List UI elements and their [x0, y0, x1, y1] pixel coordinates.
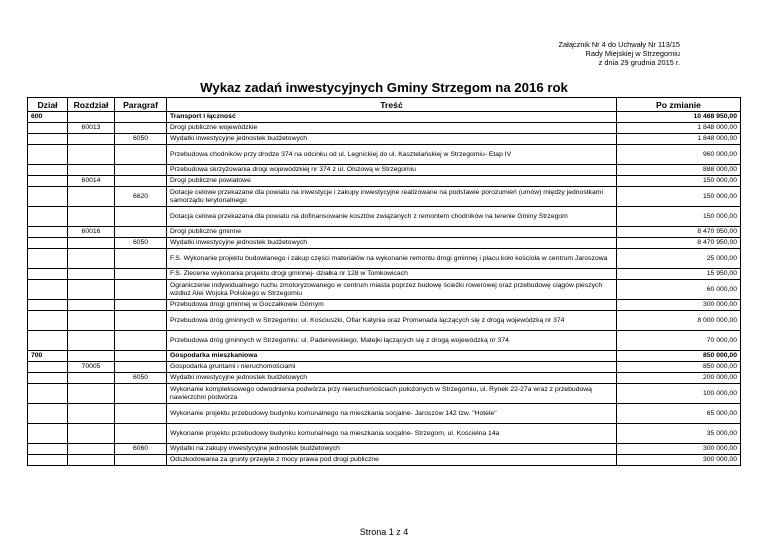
cell-amount: 8 000 000,00 — [617, 311, 741, 331]
cell-dzial — [28, 207, 68, 227]
cell-dzial — [28, 227, 68, 238]
cell-dzial: 700 — [28, 351, 68, 362]
cell-tresc: Dotacja celowa przekazana dla powiatu na dofinansowanie kosztów związanych z remontem chodników na terenie Gminy Strzegom — [167, 207, 617, 227]
table-row — [28, 373, 741, 384]
cell-tresc: Wykonanie kompleksowego odwodnienia podwórza przy nieruchomościach położonych w Strzegomiu, ul. Rynek 22-27a wraz z przebudową nawierzchni podwórza — [167, 384, 617, 404]
resolution-note — [559, 40, 680, 67]
cell-dzial — [28, 300, 68, 311]
cell-tresc: Gospodarka mieszkaniowa — [167, 351, 617, 362]
cell-paragraf — [115, 280, 167, 300]
cell-tresc: Wydatki inwestycyjne jednostek budżetowych — [167, 373, 617, 384]
cell-tresc: Dotacje celowe przekazane dla powiatu na inwestycje i zakupy inwestycyjne realizowane na podstawie porozumień (umów) między jednostkami samorządu terytorialnego — [167, 187, 617, 207]
table-row — [28, 280, 741, 300]
cell-paragraf — [115, 351, 167, 362]
cell-dzial — [28, 134, 68, 145]
cell-tresc: Przebudowa skrzyżowania drogi wojewódzkiej nr 374 z ul. Olszową w Strzegomiu — [167, 165, 617, 176]
cell-paragraf — [115, 269, 167, 280]
cell-dzial — [28, 123, 68, 134]
cell-rozdzial: 60013 — [68, 123, 115, 134]
cell-dzial — [28, 176, 68, 187]
cell-paragraf: 6620 — [115, 187, 167, 207]
cell-tresc: Wykonanie projektu przebudowy budynku komunalnego na mieszkania socjalne- Jaroszów 142 tzw. "Hotele" — [167, 404, 617, 424]
cell-amount: 960 000,00 — [617, 145, 741, 165]
cell-rozdzial — [68, 280, 115, 300]
table-row — [28, 249, 741, 269]
cell-amount: 150 000,00 — [617, 187, 741, 207]
table-row — [28, 227, 741, 238]
cell-paragraf — [115, 362, 167, 373]
table-header-row — [28, 98, 741, 112]
cell-paragraf — [115, 249, 167, 269]
col-header-rozdzial: Rozdział — [68, 98, 115, 112]
table-row — [28, 455, 741, 466]
cell-paragraf — [115, 227, 167, 238]
cell-amount: 850 000,00 — [617, 351, 741, 362]
cell-paragraf — [115, 165, 167, 176]
cell-amount: 150 000,00 — [617, 207, 741, 227]
table-row — [28, 134, 741, 145]
cell-tresc: Transport i łączność — [167, 112, 617, 123]
cell-dzial — [28, 362, 68, 373]
cell-dzial — [28, 384, 68, 404]
cell-dzial — [28, 238, 68, 249]
cell-tresc: Wydatki inwestycyjne jednostek budżetowych — [167, 134, 617, 145]
cell-dzial — [28, 145, 68, 165]
resolution-note-line3: z dnia 29 grudnia 2015 r. — [598, 58, 680, 67]
cell-paragraf — [115, 176, 167, 187]
cell-rozdzial — [68, 404, 115, 424]
cell-tresc: Gospodarka gruntami i nieruchomościami — [167, 362, 617, 373]
table-row — [28, 238, 741, 249]
cell-paragraf: 6050 — [115, 238, 167, 249]
table-row — [28, 404, 741, 424]
cell-dzial — [28, 269, 68, 280]
table-row — [28, 165, 741, 176]
cell-paragraf: 6050 — [115, 373, 167, 384]
cell-dzial — [28, 404, 68, 424]
cell-tresc: F.S. Wykonanie projektu budowlanego i zakup części materiałów na wykonanie remontu drogi gminnej i placu koło kościoła w centrum Jaroszowa — [167, 249, 617, 269]
cell-amount: 150 000,00 — [617, 176, 741, 187]
table-row — [28, 123, 741, 134]
cell-paragraf — [115, 455, 167, 466]
cell-paragraf — [115, 207, 167, 227]
cell-dzial — [28, 444, 68, 455]
cell-dzial — [28, 373, 68, 384]
cell-tresc: Drogi publiczne powiatowe — [167, 176, 617, 187]
cell-rozdzial — [68, 444, 115, 455]
cell-rozdzial — [68, 455, 115, 466]
cell-amount: 25 000,00 — [617, 249, 741, 269]
table-row — [28, 187, 741, 207]
cell-tresc: Drogi publiczne gminne — [167, 227, 617, 238]
cell-dzial: 600 — [28, 112, 68, 123]
cell-dzial — [28, 311, 68, 331]
col-header-dzial: Dział — [28, 98, 68, 112]
cell-amount: 888 000,00 — [617, 165, 741, 176]
col-header-po-zmianie: Po zmianie — [617, 98, 741, 112]
cell-paragraf — [115, 424, 167, 444]
table-row — [28, 424, 741, 444]
table-row — [28, 362, 741, 373]
cell-amount: 10 468 950,00 — [617, 112, 741, 123]
cell-dzial — [28, 187, 68, 207]
cell-rozdzial — [68, 165, 115, 176]
cell-tresc: Drogi publiczne wojewódzkie — [167, 123, 617, 134]
cell-tresc: Przebudowa drogi gminnej w Goczałkowie Górnym — [167, 300, 617, 311]
cell-tresc: Wydatki na zakupy inwestycyjne jednostek budżetowych — [167, 444, 617, 455]
cell-rozdzial — [68, 145, 115, 165]
cell-tresc: Przebudowa chodników przy drodze 374 na odcinku od ul. Legnickiej do ul. Kasztelańskiej w Strzegomiu- Etap IV — [167, 145, 617, 165]
cell-amount: 35 000,00 — [617, 424, 741, 444]
cell-rozdzial — [68, 300, 115, 311]
cell-amount: 300 000,00 — [617, 300, 741, 311]
cell-amount: 1 848 000,00 — [617, 123, 741, 134]
cell-dzial — [28, 331, 68, 351]
cell-dzial — [28, 280, 68, 300]
cell-amount: 65 000,00 — [617, 404, 741, 424]
cell-rozdzial — [68, 207, 115, 227]
cell-dzial — [28, 165, 68, 176]
cell-tresc: F.S. Zlecenie wykonania projektu drogi gminnej- działka nr 128 w Tomkowicach — [167, 269, 617, 280]
cell-tresc: Ograniczenie indywidualnego ruchu zmotoryzowanego w centrum miasta poprzez budowę ścieżki rowerowej oraz przebudowę ciągów pieszych wzdłuż Alei Wojska Polskiego w Strzegomiu — [167, 280, 617, 300]
cell-rozdzial — [68, 373, 115, 384]
cell-dzial — [28, 424, 68, 444]
cell-paragraf — [115, 384, 167, 404]
cell-rozdzial — [68, 187, 115, 207]
cell-paragraf — [115, 331, 167, 351]
cell-rozdzial: 60014 — [68, 176, 115, 187]
resolution-note-line1: Załącznik Nr 4 do Uchwały Nr 113/15 — [558, 40, 680, 49]
cell-dzial — [28, 455, 68, 466]
investment-table — [27, 97, 741, 466]
cell-amount: 300 000,00 — [617, 455, 741, 466]
cell-rozdzial — [68, 249, 115, 269]
cell-rozdzial — [68, 384, 115, 404]
cell-paragraf — [115, 311, 167, 331]
cell-amount: 1 848 000,00 — [617, 134, 741, 145]
cell-amount: 200 000,00 — [617, 373, 741, 384]
cell-tresc: Wydatki inwestycyjne jednostek budżetowych — [167, 238, 617, 249]
table-row — [28, 145, 741, 165]
cell-rozdzial — [68, 112, 115, 123]
cell-tresc: Odszkodowania za grunty przejęte z mocy prawa pod drogi publiczne — [167, 455, 617, 466]
table-row — [28, 176, 741, 187]
col-header-paragraf: Paragraf — [115, 98, 167, 112]
cell-amount: 8 470 950,00 — [617, 227, 741, 238]
cell-amount: 300 000,00 — [617, 444, 741, 455]
page-number: Strona 1 z 4 — [359, 527, 409, 537]
cell-paragraf: 6050 — [115, 134, 167, 145]
cell-rozdzial — [68, 311, 115, 331]
cell-rozdzial: 60016 — [68, 227, 115, 238]
cell-tresc: Wykonanie projektu przebudowy budynku komunalnego na mieszkania socjalne- Strzegom, ul. Kościelna 14a — [167, 424, 617, 444]
table-row — [28, 269, 741, 280]
table-row — [28, 384, 741, 404]
cell-paragraf — [115, 123, 167, 134]
page-title: Wykaz zadań inwestycyjnych Gminy Strzegom na 2016 rok — [200, 80, 568, 95]
cell-amount: 100 000,00 — [617, 384, 741, 404]
cell-amount: 15 950,00 — [617, 269, 741, 280]
cell-dzial — [28, 249, 68, 269]
cell-rozdzial — [68, 331, 115, 351]
cell-rozdzial — [68, 269, 115, 280]
cell-paragraf — [115, 145, 167, 165]
cell-paragraf — [115, 404, 167, 424]
table-row — [28, 112, 741, 123]
table-row — [28, 207, 741, 227]
cell-rozdzial — [68, 238, 115, 249]
cell-tresc: Przebudowa dróg gminnych w Strzegomiu: ul. Kościuszki, Ofiar Katynia oraz Promenada łączących się z drogą wojewódzką nr 374 — [167, 311, 617, 331]
cell-paragraf: 6060 — [115, 444, 167, 455]
cell-paragraf — [115, 112, 167, 123]
table-row — [28, 311, 741, 331]
cell-rozdzial — [68, 134, 115, 145]
cell-paragraf — [115, 300, 167, 311]
table-row — [28, 331, 741, 351]
table-row — [28, 300, 741, 311]
cell-amount: 60 000,00 — [617, 280, 741, 300]
cell-amount: 850 000,00 — [617, 362, 741, 373]
cell-amount: 70 000,00 — [617, 331, 741, 351]
table-body — [28, 112, 741, 466]
col-header-tresc: Treść — [167, 98, 617, 112]
table-row — [28, 351, 741, 362]
resolution-note-line2: Rady Miejskiej w Strzegomiu — [585, 49, 680, 58]
table-row — [28, 444, 741, 455]
cell-rozdzial: 70005 — [68, 362, 115, 373]
cell-tresc: Przebudowa dróg gminnych w Strzegomiu: ul. Paderewskiego, Matejki łączących się z drogą wojewódzką nr 374 — [167, 331, 617, 351]
cell-amount: 8 470 950,00 — [617, 238, 741, 249]
cell-rozdzial — [68, 351, 115, 362]
cell-rozdzial — [68, 424, 115, 444]
